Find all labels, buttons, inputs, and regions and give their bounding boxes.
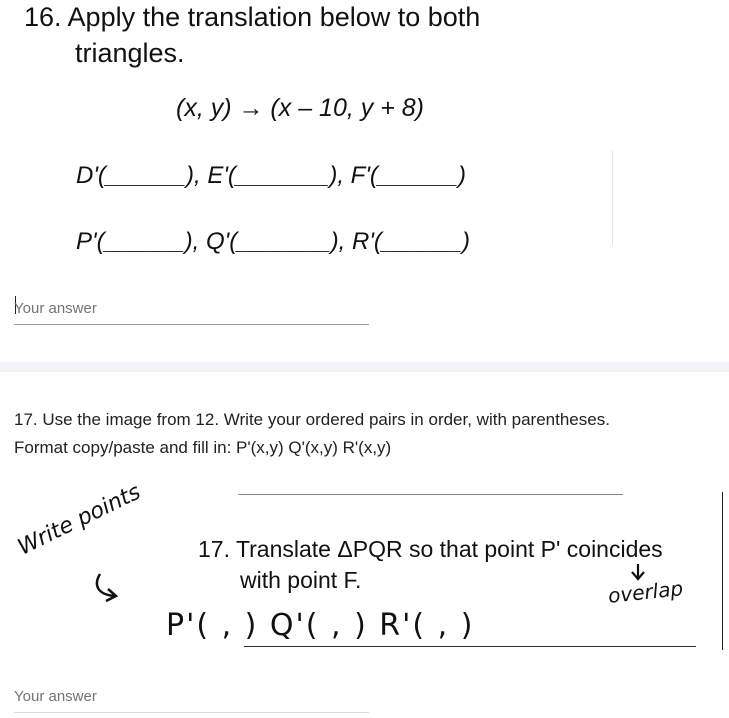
q16-image-edge [612,150,613,245]
q16-row-pqr: P'(______), Q'(_______), R'(______) [76,228,470,255]
question-16-image [0,0,615,265]
q16-row-def: D'(______), E'(_______), F'(______) [76,162,466,189]
q17-image-line1: 17. Translate ΔPQR so that point P' coincides [198,536,663,562]
section-separator [0,362,729,372]
q17-note-overlap: overlap [606,576,685,608]
q17-pairs-underline [244,646,696,647]
q17-handwritten-pairs: P'( , ) Q'( , ) R'( , ) [166,608,475,643]
q17-note-write-points: Write points [14,479,145,561]
q17-image-top-remnant [238,494,623,498]
q16-heading-line1: 16. Apply the translation below to both [24,2,481,32]
q16-answer-input[interactable] [14,296,369,325]
q17-prompt-line2: Format copy/paste and fill in: P'(x,y) Q'(x,y) R'(x,y) [14,438,392,457]
q17-arrow-icon [92,570,132,611]
q16-translation-rule: (x, y) → (x – 10, y + 8) [176,94,424,122]
q17-image-right-border [722,492,723,650]
q17-answer-input[interactable] [14,684,369,713]
q16-heading-line2: triangles. [75,38,185,68]
q17-prompt-line1: 17. Use the image from 12. Write your ordered pairs in order, with parentheses. [14,410,610,429]
q17-image-line2: with point F. [240,567,362,593]
question-17-image [0,479,729,660]
